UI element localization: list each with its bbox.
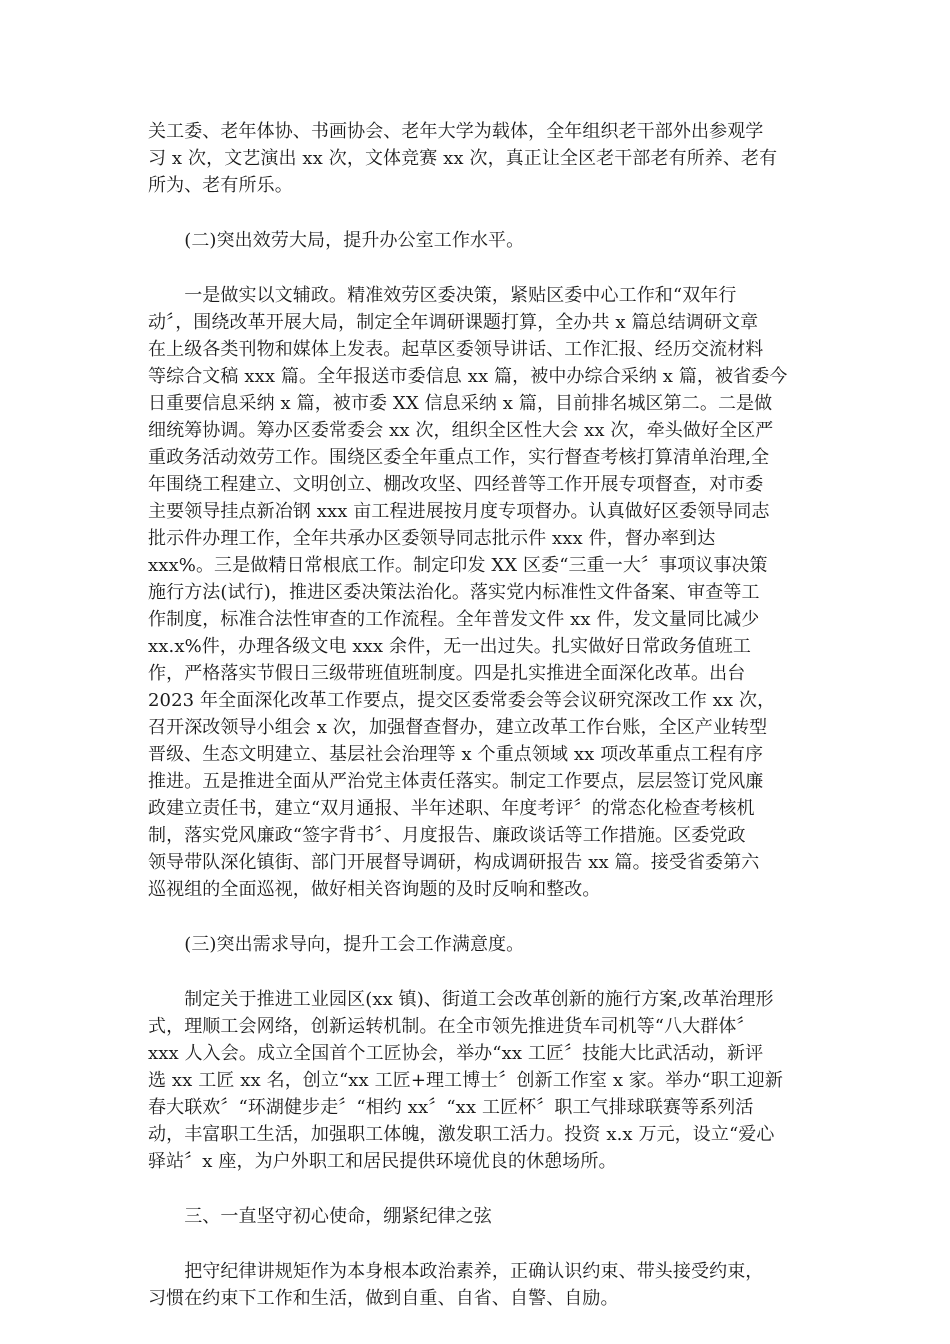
text-line: 制，落实党风廉政“签字背书〞、月度报告、廉政谈话等工作措施。区委党政 — [148, 825, 746, 846]
text-line: 细统筹协调。筹办区委常委会 xx 次，组织全区性大会 xx 次，牵头做好全区严 — [148, 420, 774, 441]
section-heading-three — [148, 1203, 808, 1230]
text-line: 制定关于推进工业园区(xx 镇)、街道工会改革创新的施行方案,改革治理形 — [148, 989, 774, 1010]
text-line: 2023 年全面深化改革工作要点，提交区委常委会等会议研究深改工作 xx 次， — [148, 690, 776, 711]
paragraph-discipline — [148, 1258, 808, 1312]
paragraph-intro-continuation — [148, 118, 808, 199]
text-line: 习惯在约束下工作和生活，做到自重、自省、自警、自励。 — [148, 1288, 619, 1309]
text-line: 领导带队深化镇街、部门开展督导调研，构成调研报告 xx 篇。接受省委第六 — [148, 852, 760, 873]
text-line: 式，理顺工会网络，创新运转机制。在全市领先推进货车司机等“八大群体〞 — [148, 1016, 755, 1037]
section-heading-3 — [148, 931, 808, 958]
text-line: 作，严格落实节假日三级带班值班制度。四是扎实推进全面深化改革。出台 — [148, 663, 746, 684]
text-line: 日重要信息采纳 x 篇，被市委 XX 信息采纳 x 篇，目前排名城区第二。二是做 — [148, 393, 773, 414]
text-line: 政建立责任书，建立“双月通报、半年述职、年度考评〞的常态化检查考核机 — [148, 798, 755, 819]
text-line: 召开深改领导小组会 x 次，加强督查督办，建立改革工作台账，全区产业转型 — [148, 717, 768, 738]
text-line: 批示件办理工作，全年共承办区委领导同志批示件 xxx 件，督办率到达 — [148, 528, 716, 549]
text-line: 习 x 次，文艺演出 xx 次，文体竞赛 xx 次，真正让全区老干部老有所养、老有 — [148, 148, 778, 169]
section-heading-2 — [148, 227, 808, 254]
text-line: 动，丰富职工生活，加强职工体魄，激发职工活力。投资 x.x 万元，设立“爱心 — [148, 1124, 775, 1145]
paragraph-office-work — [148, 282, 808, 903]
text-line: 驿站〞x 座，为户外职工和居民提供环境优良的休憩场所。 — [148, 1151, 617, 1172]
text-line: 选 xx 工匠 xx 名，创立“xx 工匠+理工博士〞创新工作室 x 家。举办“职工迎新 — [148, 1070, 783, 1091]
text-line: 施行方法(试行)，推进区委决策法治化。落实党内标准性文件备案、审查等工 — [148, 582, 760, 603]
heading-text: 三、一直坚守初心使命，绷紧纪律之弦 — [148, 1206, 492, 1227]
heading-text: (二)突出效劳大局，提升办公室工作水平。 — [148, 230, 525, 251]
text-line: 重政务活动效劳工作。围绕区委全年重点工作，实行督查考核打算清单治理,全 — [148, 447, 770, 468]
text-line: xxx 人入会。成立全国首个工匠协会，举办“xx 工匠〞技能大比武活动，新评 — [148, 1043, 764, 1064]
text-line: 巡视组的全面巡视，做好相关咨询题的及时反响和整改。 — [148, 879, 601, 900]
text-line: 等综合文稿 xxx 篇。全年报送市委信息 xx 篇，被中办综合采纳 x 篇，被省委今 — [148, 366, 788, 387]
heading-text: (三)突出需求导向，提升工会工作满意度。 — [148, 934, 525, 955]
text-line: xx.x%件，办理各级文电 xxx 余件，无一出过失。扎实做好日常政务值班工 — [148, 636, 751, 657]
text-line: 所为、老有所乐。 — [148, 175, 293, 196]
text-line: 春大联欢〞“环湖健步走〞“相约 xx〞“xx 工匠杯〞职工气排球联赛等系列活 — [148, 1097, 754, 1118]
paragraph-union-work — [148, 986, 808, 1175]
text-line: 年围绕工程建立、文明创立、棚改攻坚、四经普等工作开展专项督查，对市委 — [148, 474, 764, 495]
document-page — [148, 118, 808, 1312]
text-line: 主要领导挂点新冶钢 xxx 亩工程进展按月度专项督办。认真做好区委领导同志 — [148, 501, 770, 522]
text-line: 作制度，标准合法性审查的工作流程。全年普发文件 xx 件，发文量同比减少 — [148, 609, 760, 630]
text-line: 一是做实以文辅政。精准效劳区委决策，紧贴区委中心工作和“双年行 — [148, 285, 737, 306]
text-line: 在上级各类刊物和媒体上发表。起草区委领导讲话、工作汇报、经历交流材料 — [148, 339, 764, 360]
text-line: 晋级、生态文明建立、基层社会治理等 x 个重点领域 xx 项改革重点工程有序 — [148, 744, 764, 765]
text-line: 把守纪律讲规矩作为本身根本政治素养，正确认识约束、带头接受约束， — [148, 1261, 764, 1282]
text-line: 推进。五是推进全面从严治党主体责任落实。制定工作要点，层层签订党风廉 — [148, 771, 764, 792]
text-line: xxx%。三是做精日常根底工作。制定印发 XX 区委“三重一大〞事项议事决策 — [148, 555, 768, 576]
text-line: 动〞，围绕改革开展大局，制定全年调研课题打算，全办共 x 篇总结调研文章 — [148, 312, 759, 333]
text-line: 关工委、老年体协、书画协会、老年大学为载体，全年组织老干部外出参观学 — [148, 121, 764, 142]
